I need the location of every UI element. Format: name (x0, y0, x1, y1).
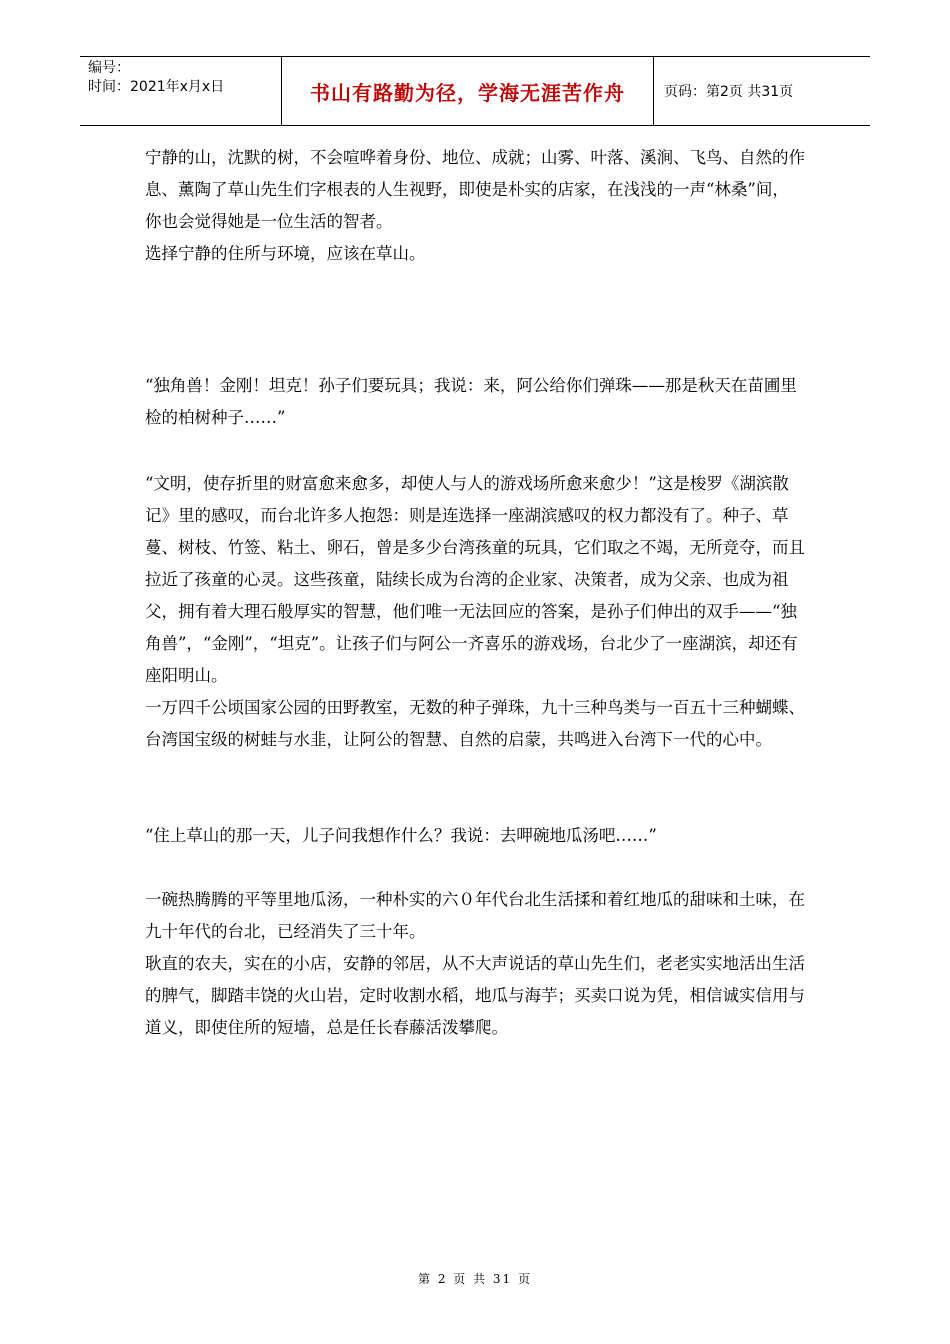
paragraph: 选择宁静的住所与环境，应该在草山。 (145, 244, 426, 263)
paragraph: 耿直的农夫，实在的小店，安静的邻居，从不大声说话的草山先生们，老老实实地活出生活的脾气，脚踏丰饶的火山岩，定时收割水稻，地瓜与海芋；买卖口说为凭，相信诚实信用与道义，即使住所的短墙，总是任长春藤活泼攀爬。 (145, 954, 805, 1037)
date-label: 时间：2021年x月x日 (88, 79, 225, 95)
document-header (80, 56, 870, 126)
page-footer: 第 2 页 共 31 页 (418, 1272, 532, 1286)
document-body (145, 142, 805, 1044)
paragraph: 宁静的山，沈默的树，不会喧哗着身份、地位、成就；山雾、叶落、溪涧、飞鸟、自然的作息、薰陶了草山先生们字根表的人生视野，即使是朴实的店家，在浅浅的一声“林桑”间，你也会觉得她是一位生活的智者。 (145, 148, 805, 231)
paragraph: “住上草山的那一天，儿子问我想作什么？我说：去呷碗地瓜汤吧……” (145, 826, 657, 845)
header-meta (80, 57, 282, 125)
paragraph: 一万四千公顷国家公园的田野教室，无数的种子弹珠，九十三种鸟类与一百五十三种蝴蝶、台湾国宝级的树蛙与水韭，让阿公的智慧、自然的启蒙，共鸣进入台湾下一代的心中。 (145, 698, 805, 749)
number-label: 编号： (88, 60, 130, 76)
header-page-info: 页码：第2页 共31页 (664, 84, 794, 100)
paragraph: “独角兽！金刚！坦克！孙子们要玩具；我说：来，阿公给你们弹珠——那是秋天在苗圃里检的柏树种子……” (145, 376, 797, 427)
paragraph: “文明，使存折里的财富愈来愈多，却使人与人的游戏场所愈来愈少！”这是梭罗《湖滨散记》里的感叹，而台北许多人抱怨：则是连选择一座湖滨感叹的权力都没有了。种子、草蔓、树枝、竹签、粘土、卵石，曾是多少台湾孩童的玩具，它们取之不竭，无所竞夺，而且拉近了孩童的心灵。这些孩童，陆续长成为台湾的企业家、决策者，成为父亲、也成为祖父，拥有着大理石般厚实的智慧，他们唯一无法回应的答案，是孙子们伸出的双手——“独角兽”，“金刚”，“坦克”。让孩子们与阿公一齐喜乐的游戏场，台北少了一座湖滨，却还有座阳明山。 (145, 474, 805, 685)
paragraph: 一碗热腾腾的平等里地瓜汤，一种朴实的六０年代台北生活揉和着红地瓜的甜味和土味，在九十年代的台北，已经消失了三十年。 (145, 890, 805, 941)
header-motto: 书山有路勤为径，学海无涯苦作舟 (282, 57, 654, 125)
